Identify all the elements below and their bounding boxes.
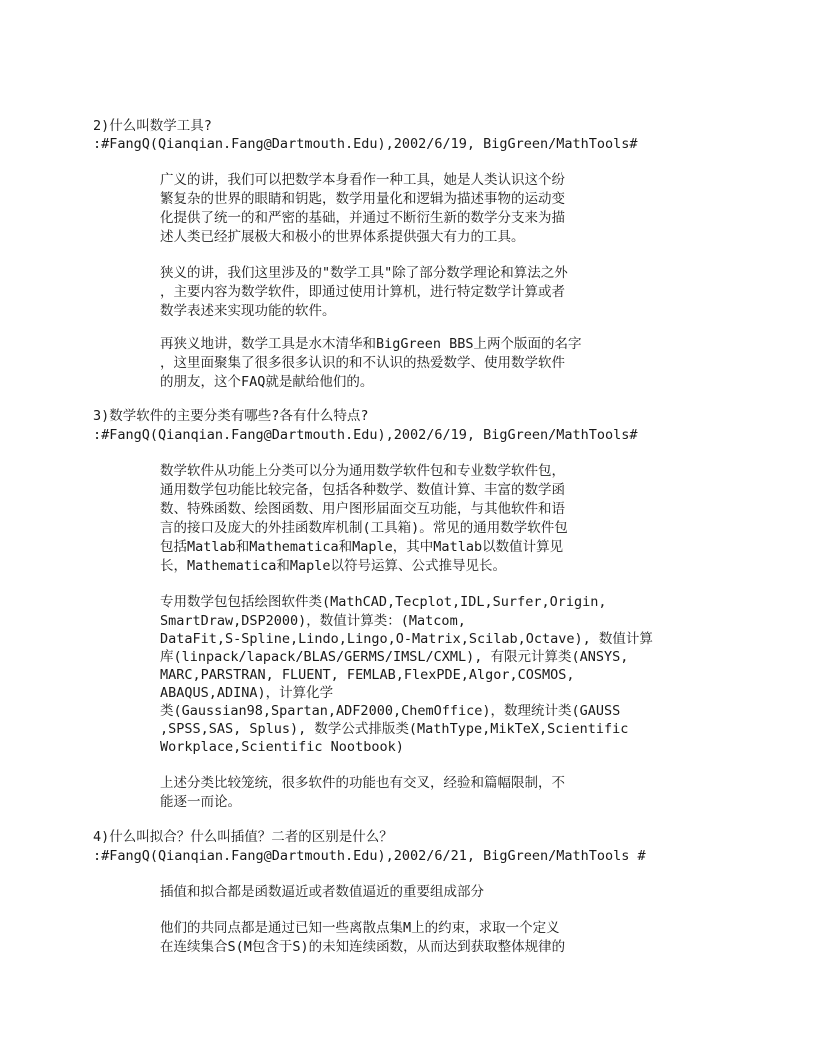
- paragraph-line: 狭义的讲，我们这里涉及的"数学工具"除了部分数学理论和算法之外: [160, 265, 568, 281]
- paragraph-line: 上述分类比较笼统，很多软件的功能也有交叉，经验和篇幅限制，不: [160, 775, 565, 791]
- paragraph-line: 类(Gaussian98,Spartan,ADF2000,ChemOffice)，数理统计类(GAUSS: [160, 703, 621, 719]
- paragraph-line: 库(linpack/lapack/BLAS/GERMS/IMSL/CXML), 有限元计算类(ANSYS,: [160, 649, 629, 665]
- paragraph-line: 繁复杂的世界的眼睛和钥匙，数学用量化和逻辑为描述事物的运动变: [160, 191, 565, 207]
- paragraph-line: 包括Matlab和Mathematica和Maple，其中Matlab以数值计算见: [160, 539, 564, 555]
- author-meta: :#FangQ(Qianqian.Fang@Dartmouth.Edu),2002/6/19, BigGreen/MathTools#: [93, 136, 638, 152]
- paragraph-line: 他们的共同点都是通过已知一些离散点集M上的约束，求取一个定义: [160, 920, 560, 936]
- paragraph-line: 数学表述来实现功能的软件。: [160, 303, 336, 319]
- paragraph-line: 专用数学包包括绘图软件类(MathCAD,Tecplot,IDL,Surfer,Origin,: [160, 594, 607, 610]
- paragraph-line: MARC,PARSTRAN, FLUENT, FEMLAB,FlexPDE,Algor,COSMOS,: [160, 667, 575, 683]
- question-heading: 4)什么叫拟合？什么叫插值？二者的区别是什么？: [93, 829, 393, 845]
- paragraph-line: 化提供了统一的和严密的基础，并通过不断衍生新的数学分支来为描: [160, 210, 565, 226]
- paragraph-line: 广义的讲，我们可以把数学本身看作一种工具，她是人类认识这个纷: [160, 172, 565, 188]
- paragraph-line: ，这里面聚集了很多很多认识的和不认识的热爱数学、使用数学软件: [160, 355, 565, 371]
- paragraph-line: ,SPSS,SAS, Splus), 数学公式排版类(MathType,MikTeX,Scientific: [160, 721, 629, 737]
- paragraph-line: Workplace,Scientific Nootbook): [160, 739, 404, 755]
- paragraph-line: 能逐一而论。: [160, 794, 241, 810]
- paragraph-line: ，主要内容为数学软件，即通过使用计算机，进行特定数学计算或者: [160, 284, 565, 300]
- paragraph-line: DataFit,S-Spline,Lindo,Lingo,O-Matrix,Scilab,Octave), 数值计算: [160, 631, 653, 647]
- author-meta: :#FangQ(Qianqian.Fang@Dartmouth.Edu),2002/6/19, BigGreen/MathTools#: [93, 427, 638, 443]
- paragraph-line: 的朋友，这个FAQ就是献给他们的。: [160, 374, 374, 390]
- paragraph-line: ABAQUS,ADINA)，计算化学: [160, 685, 334, 701]
- paragraph-line: 长，Mathematica和Maple以符号运算、公式推导见长。: [160, 558, 507, 574]
- author-meta: :#FangQ(Qianqian.Fang@Dartmouth.Edu),2002/6/21, BigGreen/MathTools #: [93, 848, 646, 864]
- paragraph-line: 插值和拟合都是函数逼近或者数值逼近的重要组成部分: [160, 884, 484, 900]
- paragraph-line: 言的接口及庞大的外挂函数库机制(工具箱)。常见的通用数学软件包: [160, 520, 568, 536]
- paragraph-line: 数、特殊函数、绘图函数、用户图形届面交互功能，与其他软件和语: [160, 501, 565, 517]
- question-heading: 3)数学软件的主要分类有哪些?各有什么特点?: [93, 408, 369, 424]
- paragraph-line: 再狭义地讲，数学工具是水木清华和BigGreen BBS上两个版面的名字: [160, 336, 582, 352]
- paragraph-line: SmartDraw,DSP2000)，数值计算类：(Matcom,: [160, 613, 466, 629]
- paragraph-line: 在连续集合S(M包含于S)的未知连续函数，从而达到获取整体规律的: [160, 939, 566, 955]
- paragraph-line: 通用数学包功能比较完备，包括各种数学、数值计算、丰富的数学函: [160, 482, 565, 498]
- question-heading: 2)什么叫数学工具?: [93, 118, 212, 134]
- paragraph-line: 数学软件从功能上分类可以分为通用数学软件包和专业数学软件包，: [160, 463, 565, 479]
- paragraph-line: 述人类已经扩展极大和极小的世界体系提供强大有力的工具。: [160, 229, 525, 245]
